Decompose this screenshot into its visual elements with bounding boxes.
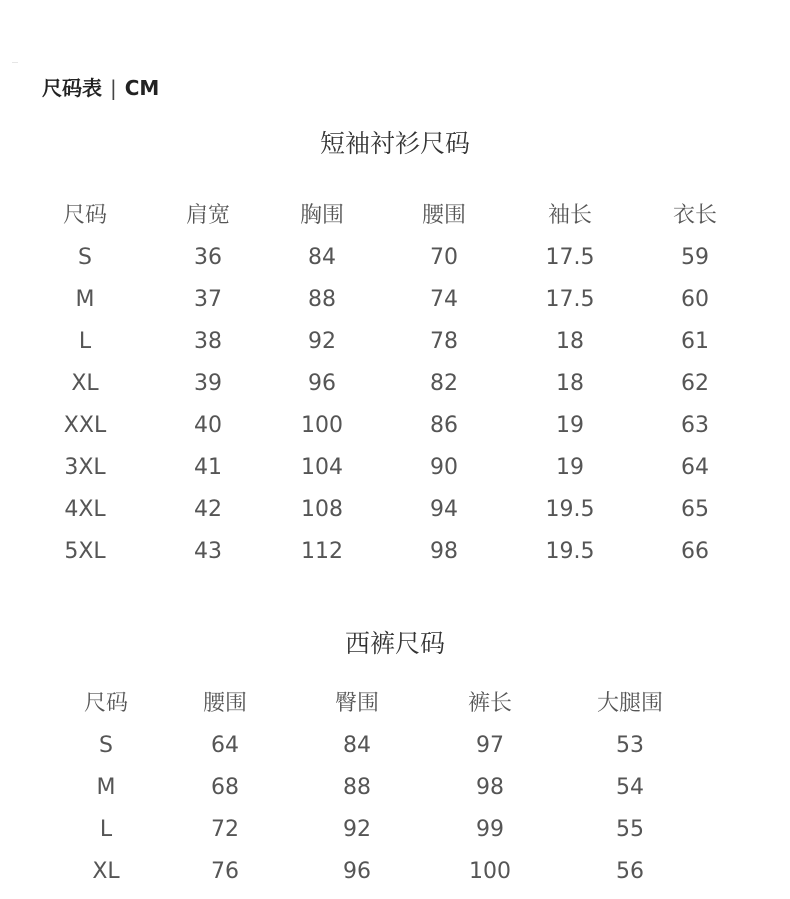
table-cell: 100: [301, 413, 343, 438]
table-cell: 98: [430, 539, 458, 564]
table-cell: 108: [301, 497, 343, 522]
table-cell: 19: [556, 455, 584, 480]
table-cell: 64: [211, 733, 239, 758]
table-cell: 4XL: [64, 497, 106, 522]
table-cell: 96: [308, 371, 336, 396]
table-cell: 19.5: [545, 539, 595, 564]
table-cell: 61: [681, 329, 709, 354]
table-cell: 96: [343, 859, 371, 884]
table-cell: 18: [556, 371, 584, 396]
table-cell: 84: [308, 245, 336, 270]
table-cell: 84: [343, 733, 371, 758]
table-cell: 98: [476, 775, 504, 800]
table-row: [0, 411, 790, 453]
table-header-row: [0, 689, 790, 731]
shirt-size-table: [0, 201, 790, 579]
shirt-table-title: 短袖衬衫尺码: [319, 129, 470, 158]
table-row: [0, 857, 790, 899]
table-cell: 104: [301, 455, 343, 480]
table-row: [0, 537, 790, 579]
table-cell: 74: [430, 287, 458, 312]
table-cell: XL: [71, 371, 99, 396]
column-header: 肩宽: [185, 203, 230, 228]
table-cell: 55: [616, 817, 644, 842]
table-cell: 72: [211, 817, 239, 842]
column-header: 尺码: [83, 691, 128, 716]
table-cell: 54: [616, 775, 644, 800]
table-cell: 94: [430, 497, 458, 522]
table-cell: XL: [92, 859, 120, 884]
table-cell: M: [75, 287, 95, 312]
ellipsis-marker: …: [12, 58, 18, 65]
table-row: [0, 453, 790, 495]
pants-table-title: 西裤尺码: [344, 629, 445, 658]
table-cell: 60: [681, 287, 709, 312]
table-row: [0, 327, 790, 369]
table-cell: 82: [430, 371, 458, 396]
unit-label: CM: [124, 76, 160, 100]
table-cell: S: [99, 733, 113, 758]
table-cell: L: [78, 329, 92, 354]
table-cell: 36: [194, 245, 222, 270]
table-cell: 41: [194, 455, 222, 480]
column-header: 腰围: [202, 691, 247, 716]
table-row: [0, 773, 790, 815]
table-cell: 42: [194, 497, 222, 522]
table-cell: 18: [556, 329, 584, 354]
table-cell: 59: [681, 245, 709, 270]
table-cell: 37: [194, 287, 222, 312]
table-cell: 70: [430, 245, 458, 270]
table-row: [0, 369, 790, 411]
column-header: 腰围: [421, 203, 466, 228]
table-cell: 40: [194, 413, 222, 438]
heading-separator: |: [110, 76, 117, 100]
table-cell: 19.5: [545, 497, 595, 522]
pants-size-table: [0, 689, 790, 899]
table-cell: 112: [301, 539, 343, 564]
size-chart-title: 尺码表: [42, 76, 102, 100]
table-cell: 76: [211, 859, 239, 884]
table-row: [0, 815, 790, 857]
table-cell: S: [78, 245, 92, 270]
table-cell: 92: [308, 329, 336, 354]
column-header: 袖长: [547, 203, 592, 228]
table-cell: 56: [616, 859, 644, 884]
column-header: 臀围: [334, 691, 379, 716]
table-cell: 17.5: [545, 287, 595, 312]
table-cell: 63: [681, 413, 709, 438]
table-row: [0, 495, 790, 537]
table-header-row: [0, 201, 790, 243]
table-cell: 43: [194, 539, 222, 564]
table-row: [0, 285, 790, 327]
table-cell: 68: [211, 775, 239, 800]
table-cell: 90: [430, 455, 458, 480]
table-cell: 97: [476, 733, 504, 758]
table-cell: 38: [194, 329, 222, 354]
table-cell: M: [96, 775, 116, 800]
table-cell: 64: [681, 455, 709, 480]
table-cell: 5XL: [64, 539, 106, 564]
table-cell: 88: [308, 287, 336, 312]
column-header: 胸围: [299, 203, 344, 228]
table-cell: 100: [469, 859, 511, 884]
size-chart-heading: [42, 72, 159, 101]
column-header: 尺码: [62, 203, 107, 228]
table-cell: 92: [343, 817, 371, 842]
table-row: [0, 731, 790, 773]
table-cell: 3XL: [64, 455, 106, 480]
column-header: 裤长: [467, 691, 512, 716]
table-row: [0, 243, 790, 285]
table-cell: 19: [556, 413, 584, 438]
table-cell: 78: [430, 329, 458, 354]
table-cell: L: [99, 817, 113, 842]
table-cell: 99: [476, 817, 504, 842]
table-cell: 62: [681, 371, 709, 396]
table-cell: 66: [681, 539, 709, 564]
table-cell: XXL: [63, 413, 107, 438]
table-cell: 65: [681, 497, 709, 522]
table-cell: 86: [430, 413, 458, 438]
table-cell: 17.5: [545, 245, 595, 270]
table-cell: 39: [194, 371, 222, 396]
column-header: 大腿围: [596, 691, 663, 716]
table-cell: 88: [343, 775, 371, 800]
table-cell: 53: [616, 733, 644, 758]
column-header: 衣长: [672, 203, 717, 228]
